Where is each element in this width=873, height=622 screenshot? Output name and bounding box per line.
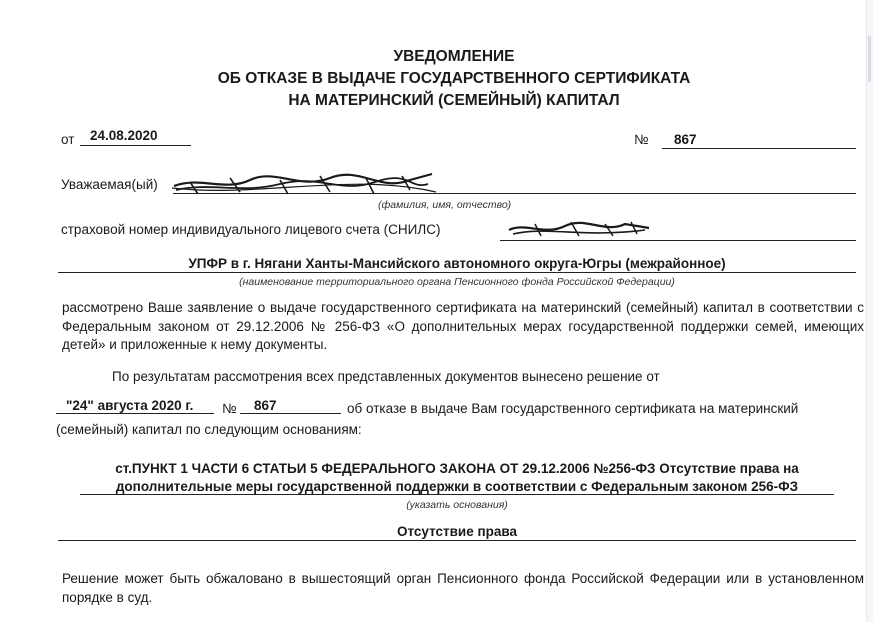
authority-underline [58, 272, 856, 273]
redacted-snils-scribble [505, 216, 655, 242]
document-title-line2: ОБ ОТКАЗЕ В ВЫДАЧЕ ГОСУДАРСТВЕННОГО СЕРТИФИКАТА [217, 70, 691, 87]
grounds-underline [80, 494, 834, 495]
decision-tail-line2: (семейный) капитал по следующим основаниям: [56, 422, 362, 437]
grounds-caption: (указать основания) [406, 499, 508, 511]
number-prefix: № [634, 132, 649, 147]
notice-date: 24.08.2020 [90, 128, 158, 143]
document-title-line3: НА МАТЕРИНСКИЙ (СЕМЕЙНЫЙ) КАПИТАЛ [288, 92, 620, 109]
snils-label: страховой номер индивидуального лицевого счета (СНИЛС) [61, 222, 441, 237]
date-underline [80, 145, 191, 146]
grounds-line2: дополнительные меры государственной поддержки в соответствии с Федеральным законом 256-ФЗ [115, 479, 799, 494]
decision-intro: По результатам рассмотрения всех представленных документов вынесено решение от [112, 369, 660, 384]
number-underline [662, 148, 856, 149]
vertical-scrollbar[interactable] [866, 0, 873, 622]
date-prefix: от [61, 132, 75, 147]
authority-name: УПФР в г. Нягани Ханты-Мансийского автономного округа-Югры (межрайонное) [188, 256, 726, 271]
scrollbar-thumb[interactable] [868, 36, 871, 82]
document-title-line1: УВЕДОМЛЕНИЕ [393, 48, 515, 65]
appeal-paragraph: Решение может быть обжаловано в вышестоящий орган Пенсионного фонда Российской Федерации или в установленном порядке в суд. [62, 571, 864, 605]
decision-number-prefix: № [222, 401, 237, 416]
redacted-name-scribble [170, 168, 440, 200]
notice-number: 867 [674, 132, 697, 147]
authority-caption: (наименование территориального органа Пенсионного фонда Российской Федерации) [239, 276, 675, 288]
snils-underline [500, 240, 856, 241]
decision-date-underline [56, 413, 214, 414]
name-underline [173, 193, 856, 194]
decision-number: 867 [254, 398, 277, 413]
application-paragraph: рассмотрено Ваше заявление о выдаче государственного сертификата на материнский (семейный) капитал в соответствии с Федеральным законом от 29.12.2006 № 256-ФЗ «О дополнительных мерах государственной поддержки семей, имеющих детей» и приложенные к нему документы. [62, 300, 864, 352]
decision-date: "24" августа 2020 г. [66, 398, 194, 413]
grounds-summary: Отсутствие права [396, 524, 518, 539]
name-caption: (фамилия, имя, отчество) [378, 199, 512, 211]
decision-tail: об отказе в выдаче Вам государственного сертификата на материнский [347, 401, 799, 416]
grounds-line1: ст.ПУНКТ 1 ЧАСТИ 6 СТАТЬИ 5 ФЕДЕРАЛЬНОГО ЗАКОНА ОТ 29.12.2006 №256-ФЗ Отсутствие права на [115, 461, 799, 476]
decision-number-underline [240, 413, 341, 414]
grounds-summary-underline [58, 540, 856, 541]
salutation: Уважаемая(ый) [61, 177, 158, 192]
